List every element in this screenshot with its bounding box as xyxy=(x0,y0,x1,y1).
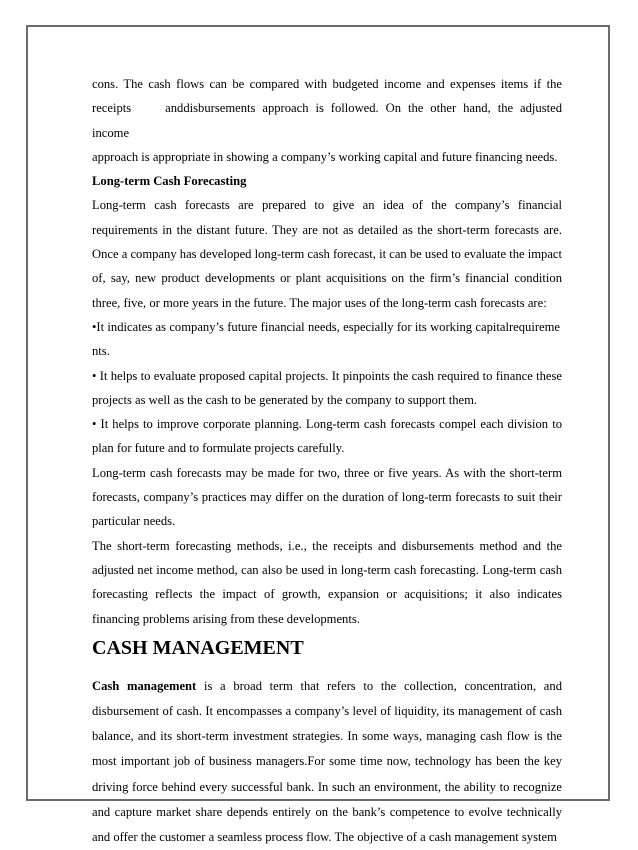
continuation-line-2: receipts anddisbursements approach is followed. On the other hand, the adjusted income xyxy=(92,101,562,140)
long-term-para-2: Long-term cash forecasts may be made for two, three or five years. As with the short-term forecasts, company’s practices may differ on the duration of long-term forecasts to suit their particular needs. xyxy=(92,465,562,529)
defined-term: Cash management xyxy=(92,678,197,693)
bullet-3: • It helps to improve corporate planning. Long-term cash forecasts compel each division to plan for future and to formulate projects carefully. xyxy=(92,417,562,456)
document-body xyxy=(92,72,562,850)
cash-management-body: is a broad term that refers to the collection, concentration, and disbursement of cash. It encompasses a company’s level of liquidity, its management of cash balance, and its short-term investment strategies. In some ways, managing cash flow is the most important job of business managers.For some time now, technology has been the key driving force behind every successful bank. In such an environment, the ability to recognize and capture market share depends entirely on the bank’s competence to evolve technically and offer the customer a seamless process flow. The objective of a cash management system xyxy=(92,678,562,845)
bullet-1: •It indicates as company’s future financial needs, especially for its working capitalrequireme nts. xyxy=(92,319,560,359)
long-term-heading: Long-term Cash Forecasting xyxy=(92,174,247,189)
section-title: CASH MANAGEMENT xyxy=(92,636,304,659)
continuation-line-3: approach is appropriate in showing a company’s working capital and future financing needs. xyxy=(92,149,558,164)
cash-management-paragraph xyxy=(92,674,562,850)
long-term-para-3: The short-term forecasting methods, i.e., the receipts and disbursements method and the adjusted net income method, can also be used in long-term cash forecasting. Long-term cash forecasting reflects the impact of growth, expansion or acquisitions; it also indicates financing problems arising from these developments. xyxy=(92,538,562,626)
continuation-line-1: cons. The cash flows can be compared with budgeted income and expenses items if the xyxy=(92,77,562,91)
long-term-intro: Long-term cash forecasts are prepared to give an idea of the company’s financial requirements in the distant future. They are not as detailed as the short-term forecasts are. Once a company has developed long-term cash forecast, it can be used to evaluate the impact of, say, new product developments or plant acquisitions on the firm’s financial condition three, five, or more years in the future. The major uses of the long-term cash forecasts are: xyxy=(92,198,562,310)
bullet-2: • It helps to evaluate proposed capital projects. It pinpoints the cash required to finance these projects as well as the cash to be generated by the company to support them. xyxy=(92,368,562,407)
